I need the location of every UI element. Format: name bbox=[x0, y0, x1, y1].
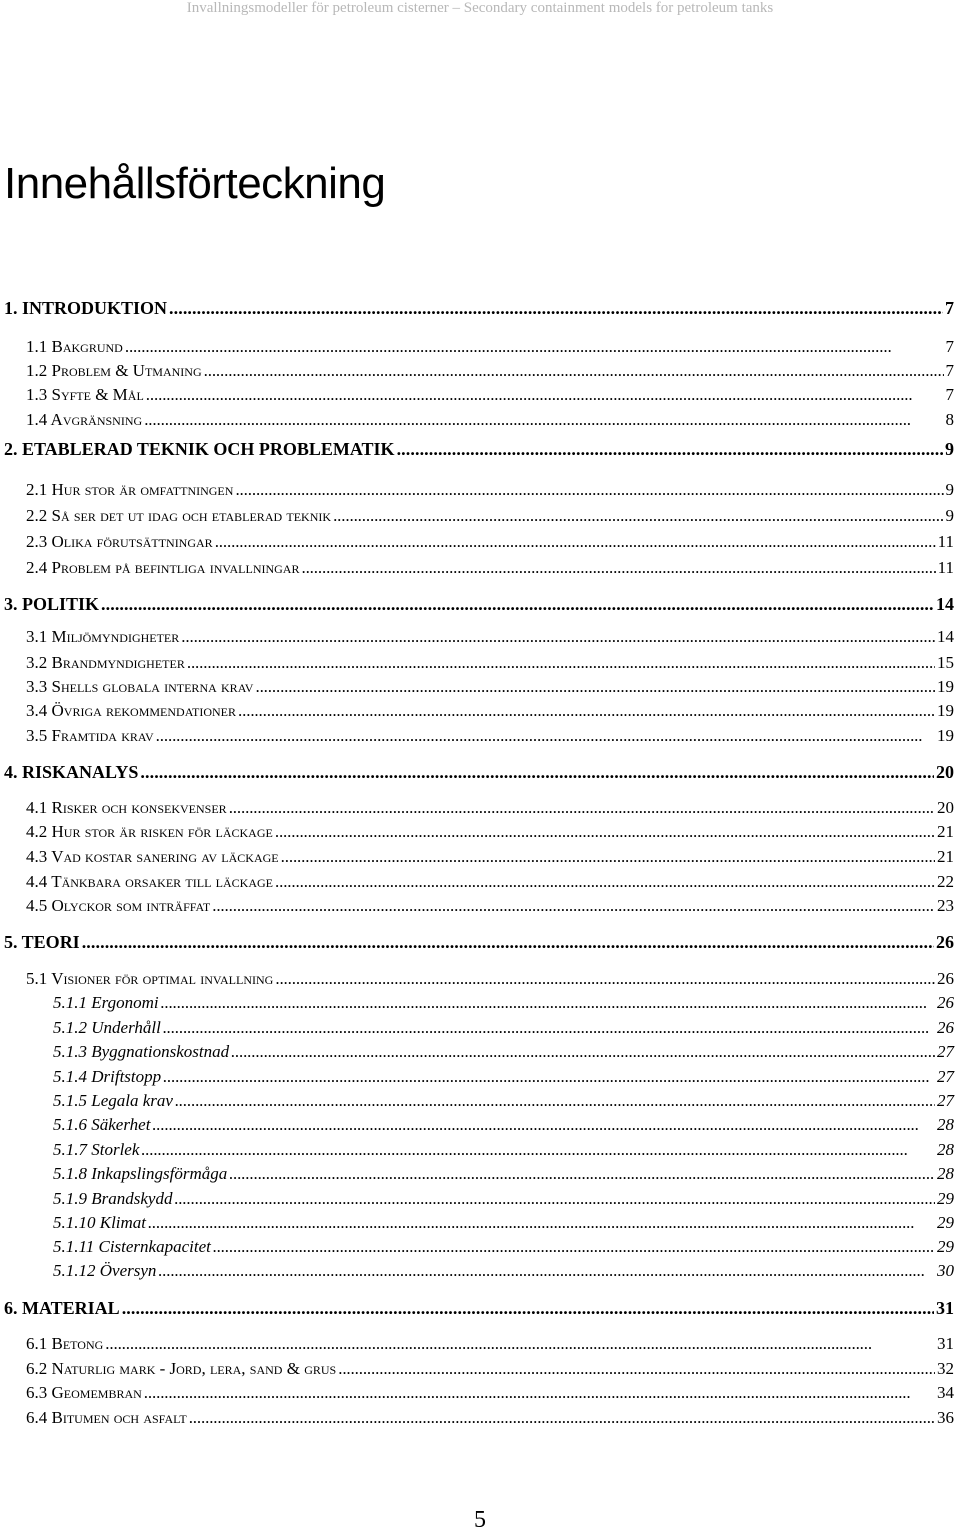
toc-entry[interactable] bbox=[0, 625, 960, 649]
dot-leader bbox=[174, 1187, 935, 1211]
dot-leader bbox=[158, 1259, 935, 1283]
toc-entry[interactable] bbox=[0, 1162, 960, 1186]
dot-leader bbox=[144, 408, 943, 432]
toc-entry[interactable] bbox=[0, 1332, 960, 1356]
toc-entry[interactable] bbox=[0, 1211, 960, 1235]
toc-entry-label: 5. TEORI bbox=[4, 932, 80, 952]
dot-leader bbox=[105, 1332, 935, 1356]
toc-entry-page: 27 bbox=[937, 1067, 954, 1086]
toc-entry-label: 6.1 Betong bbox=[26, 1334, 104, 1353]
toc-entry-row bbox=[26, 504, 954, 528]
dot-leader bbox=[189, 1406, 935, 1430]
dot-leader bbox=[169, 296, 943, 320]
toc-entry-row bbox=[4, 592, 954, 616]
toc-entry[interactable] bbox=[0, 1296, 960, 1320]
toc-entry-label: 6.4 Bitumen och asfalt bbox=[26, 1408, 187, 1427]
toc-entry-label: 2.2 Så ser det ut idag och etablerad teknik bbox=[26, 506, 332, 525]
dot-leader bbox=[146, 383, 944, 407]
toc-entry-row bbox=[53, 1138, 954, 1162]
toc-entry-row bbox=[53, 1211, 954, 1235]
toc-entry-page: 36 bbox=[937, 1408, 954, 1427]
toc-entry-page: 29 bbox=[937, 1213, 954, 1232]
toc-entry[interactable] bbox=[0, 870, 960, 894]
toc-entry-page: 7 bbox=[945, 337, 954, 356]
toc-entry-page: 22 bbox=[937, 872, 954, 891]
toc-entry-page: 15 bbox=[937, 653, 954, 672]
dot-leader bbox=[215, 530, 936, 554]
toc-entry-page: 19 bbox=[937, 701, 954, 720]
toc-entry-label: 3.3 Shells globala interna krav bbox=[26, 677, 254, 696]
toc-entry-row bbox=[26, 625, 954, 649]
toc-entry[interactable] bbox=[0, 991, 960, 1015]
toc-entry-row bbox=[26, 796, 954, 820]
toc-entry-page: 34 bbox=[937, 1383, 954, 1402]
toc-entry-row bbox=[26, 967, 954, 991]
toc-entry-label: 1. INTRODUKTION bbox=[4, 298, 168, 318]
toc-entry-row bbox=[26, 820, 954, 844]
toc-entry-page: 7 bbox=[945, 298, 954, 318]
running-header: Invallningsmodeller för petroleum cisterner – Secondary containment models for petroleum tanks bbox=[186, 0, 774, 16]
toc-entry-page: 27 bbox=[937, 1091, 954, 1110]
toc-entry-row bbox=[53, 991, 954, 1015]
toc-entry[interactable] bbox=[0, 359, 960, 383]
toc-entry-row bbox=[4, 930, 954, 954]
toc-entry-page: 11 bbox=[937, 558, 954, 577]
toc-entry-page: 28 bbox=[937, 1140, 954, 1159]
toc-entry-page: 21 bbox=[937, 822, 954, 841]
toc-entry-page: 19 bbox=[937, 726, 954, 745]
toc-entry-row bbox=[26, 359, 954, 383]
toc-entry-label: 5.1.12 Översyn bbox=[53, 1261, 157, 1280]
dot-leader bbox=[152, 1113, 935, 1137]
dot-leader bbox=[175, 1089, 935, 1113]
toc-entry-page: 29 bbox=[937, 1189, 954, 1208]
toc-entry[interactable] bbox=[0, 894, 960, 918]
toc-entry-page: 9 bbox=[945, 506, 954, 525]
dot-leader bbox=[156, 724, 935, 748]
toc-entry-label: 1.3 Syfte & Mål bbox=[26, 385, 144, 404]
toc-entry-row bbox=[26, 724, 954, 748]
toc-entry-label: 1.4 Avgränsning bbox=[26, 410, 143, 429]
toc-entry-label: 5.1.10 Klimat bbox=[53, 1213, 147, 1232]
toc-entry[interactable] bbox=[0, 335, 960, 359]
toc-entry[interactable] bbox=[0, 1381, 960, 1405]
toc-entry-row bbox=[26, 556, 954, 580]
toc-entry-page: 26 bbox=[937, 969, 954, 988]
dot-leader bbox=[213, 1235, 935, 1259]
toc-entry-row bbox=[4, 760, 954, 784]
toc-entry[interactable] bbox=[0, 1138, 960, 1162]
toc-entry-page: 26 bbox=[936, 932, 954, 952]
toc-entry[interactable] bbox=[0, 1016, 960, 1040]
toc-entry-row bbox=[26, 870, 954, 894]
dot-leader bbox=[255, 675, 935, 699]
dot-leader bbox=[144, 1381, 935, 1405]
page-title: Innehållsförteckning bbox=[4, 159, 386, 208]
toc-entry-row bbox=[26, 1357, 954, 1381]
dot-leader bbox=[231, 1040, 935, 1064]
toc-entry[interactable] bbox=[0, 1406, 960, 1430]
toc-entry-page: 21 bbox=[937, 847, 954, 866]
toc-entry[interactable] bbox=[0, 1259, 960, 1283]
dot-leader bbox=[148, 1211, 935, 1235]
toc-entry[interactable] bbox=[0, 1357, 960, 1381]
toc-entry[interactable] bbox=[0, 296, 960, 320]
dot-leader bbox=[140, 760, 934, 784]
toc-entry-row bbox=[26, 335, 954, 359]
toc-entry-row bbox=[53, 1016, 954, 1040]
toc-entry-label: 2.3 Olika förutsättningar bbox=[26, 532, 213, 551]
toc-entry[interactable] bbox=[0, 383, 960, 407]
toc-entry[interactable] bbox=[0, 1065, 960, 1089]
dot-leader bbox=[163, 1065, 935, 1089]
toc-entry-page: 28 bbox=[937, 1115, 954, 1134]
toc-entry[interactable] bbox=[0, 967, 960, 991]
toc-entry-page: 19 bbox=[937, 677, 954, 696]
toc-entry-row bbox=[26, 1381, 954, 1405]
dot-leader bbox=[275, 967, 935, 991]
toc-entry[interactable] bbox=[0, 1113, 960, 1137]
toc-entry-row bbox=[53, 1235, 954, 1259]
toc-entry[interactable] bbox=[0, 478, 960, 502]
dot-leader bbox=[275, 820, 935, 844]
dot-leader bbox=[301, 556, 935, 580]
toc-entry-row bbox=[53, 1089, 954, 1113]
toc-entry-label: 1.2 Problem & Utmaning bbox=[26, 361, 202, 380]
toc-entry[interactable] bbox=[0, 1187, 960, 1211]
toc-entry-row bbox=[53, 1065, 954, 1089]
page-number: 5 bbox=[474, 1507, 486, 1533]
toc-entry-page: 20 bbox=[936, 762, 954, 782]
toc-entry-label: 3.5 Framtida krav bbox=[26, 726, 154, 745]
toc-entry-label: 5.1.6 Säkerhet bbox=[53, 1115, 151, 1134]
toc-entry-page: 14 bbox=[936, 594, 954, 614]
toc-entry[interactable] bbox=[0, 530, 960, 554]
toc-entry-page: 20 bbox=[937, 798, 954, 817]
dot-leader bbox=[161, 991, 935, 1015]
toc-entry-label: 5.1.8 Inkapslingsförmåga bbox=[53, 1164, 228, 1183]
dot-leader bbox=[163, 1016, 935, 1040]
toc-entry-label: 3. POLITIK bbox=[4, 594, 100, 614]
toc-entry-label: 5.1.9 Brandskydd bbox=[53, 1189, 173, 1208]
toc-entry-row bbox=[26, 651, 954, 675]
toc-entry-label: 1.1 Bakgrund bbox=[26, 337, 123, 356]
toc-entry-label: 4.1 Risker och konsekvenser bbox=[26, 798, 227, 817]
toc-entry-page: 11 bbox=[937, 532, 954, 551]
toc-entry-label: 5.1.2 Underhåll bbox=[53, 1018, 161, 1037]
toc-entry-row bbox=[26, 845, 954, 869]
toc-entry-row bbox=[53, 1187, 954, 1211]
toc-entry-row bbox=[26, 383, 954, 407]
toc-entry-row bbox=[53, 1113, 954, 1137]
toc-entry-page: 32 bbox=[937, 1359, 954, 1378]
toc-entry-label: 4. RISKANALYS bbox=[4, 762, 139, 782]
toc-entry[interactable] bbox=[0, 699, 960, 723]
toc-entry[interactable] bbox=[0, 651, 960, 675]
toc-entry[interactable] bbox=[0, 437, 960, 461]
toc-entry-label: 5.1.4 Driftstopp bbox=[53, 1067, 162, 1086]
toc-entry[interactable] bbox=[0, 760, 960, 784]
dot-leader bbox=[397, 437, 943, 461]
toc-entry-page: 14 bbox=[937, 627, 954, 646]
toc-entry-label: 2.1 Hur stor är omfattningen bbox=[26, 480, 234, 499]
toc-entry[interactable] bbox=[0, 675, 960, 699]
toc-entry-page: 23 bbox=[937, 896, 954, 915]
toc-entry-page: 29 bbox=[937, 1237, 954, 1256]
dot-leader bbox=[333, 504, 943, 528]
toc-entry-label: 4.4 Tänkbara orsaker till läckage bbox=[26, 872, 273, 891]
toc-entry[interactable] bbox=[0, 556, 960, 580]
toc-entry-page: 28 bbox=[937, 1164, 954, 1183]
toc-entry-label: 3.2 Brandmyndigheter bbox=[26, 653, 185, 672]
toc-entry-page: 31 bbox=[937, 1334, 954, 1353]
toc-entry-row bbox=[26, 894, 954, 918]
dot-leader bbox=[212, 894, 935, 918]
toc-entry-label: 5.1.7 Storlek bbox=[53, 1140, 140, 1159]
toc-entry-page: 9 bbox=[945, 439, 954, 459]
toc-entry-row bbox=[53, 1162, 954, 1186]
toc-entry[interactable] bbox=[0, 796, 960, 820]
toc-entry-page: 7 bbox=[945, 385, 954, 404]
toc-entry-page: 27 bbox=[937, 1042, 954, 1061]
toc-entry-page: 26 bbox=[937, 993, 954, 1012]
toc-entry-label: 6. MATERIAL bbox=[4, 1298, 120, 1318]
toc-entry-page: 7 bbox=[945, 361, 954, 380]
toc-entry-label: 6.3 Geomembran bbox=[26, 1383, 142, 1402]
toc-entry-page: 8 bbox=[945, 410, 954, 429]
toc-entry[interactable] bbox=[0, 930, 960, 954]
toc-entry-label: 4.3 Vad kostar sanering av läckage bbox=[26, 847, 279, 866]
toc-entry-label: 5.1.11 Cisternkapacitet bbox=[53, 1237, 211, 1256]
toc-entry-label: 6.2 Naturlig mark - Jord, lera, sand & grus bbox=[26, 1359, 337, 1378]
toc-entry-row bbox=[53, 1040, 954, 1064]
toc-entry-row bbox=[26, 1406, 954, 1430]
toc-entry[interactable] bbox=[0, 408, 960, 432]
dot-leader bbox=[82, 930, 934, 954]
toc-entry-row bbox=[26, 478, 954, 502]
dot-leader bbox=[275, 870, 935, 894]
toc-entry[interactable] bbox=[0, 1089, 960, 1113]
dot-leader bbox=[229, 796, 935, 820]
toc-entry[interactable] bbox=[0, 845, 960, 869]
toc-entry-label: 2.4 Problem på befintliga invallningar bbox=[26, 558, 300, 577]
dot-leader bbox=[141, 1138, 935, 1162]
toc-entry[interactable] bbox=[0, 820, 960, 844]
toc-entry-label: 3.4 Övriga rekommendationer bbox=[26, 701, 237, 720]
dot-leader bbox=[125, 335, 944, 359]
toc-entry-row bbox=[26, 1332, 954, 1356]
toc-entry-row bbox=[26, 530, 954, 554]
toc-entry-row bbox=[26, 408, 954, 432]
dot-leader bbox=[238, 699, 935, 723]
toc-entry-label: 5.1.5 Legala krav bbox=[53, 1091, 173, 1110]
dot-leader bbox=[187, 651, 935, 675]
toc-entry[interactable] bbox=[0, 1040, 960, 1064]
toc-entry-page: 26 bbox=[937, 1018, 954, 1037]
dot-leader bbox=[281, 845, 935, 869]
toc-entry-label: 4.2 Hur stor är risken för läckage bbox=[26, 822, 273, 841]
dot-leader bbox=[235, 478, 943, 502]
toc-entry-row bbox=[26, 675, 954, 699]
toc-entry-page: 9 bbox=[945, 480, 954, 499]
toc-entry-row bbox=[4, 1296, 954, 1320]
dot-leader bbox=[338, 1357, 935, 1381]
toc-entry-page: 30 bbox=[937, 1261, 954, 1280]
toc-entry-row bbox=[4, 296, 954, 320]
toc-entry-label: 5.1.3 Byggnationskostnad bbox=[53, 1042, 230, 1061]
dot-leader bbox=[181, 625, 935, 649]
toc-entry-label: 4.5 Olyckor som inträffat bbox=[26, 896, 211, 915]
dot-leader bbox=[101, 592, 934, 616]
dot-leader bbox=[122, 1296, 934, 1320]
toc-entry-label: 5.1 Visioner för optimal invallning bbox=[26, 969, 274, 988]
toc-entry[interactable] bbox=[0, 724, 960, 748]
toc-entry-label: 3.1 Miljömyndigheter bbox=[26, 627, 180, 646]
toc-entry[interactable] bbox=[0, 592, 960, 616]
toc-entry-page: 31 bbox=[936, 1298, 954, 1318]
dot-leader bbox=[229, 1162, 935, 1186]
toc-entry[interactable] bbox=[0, 504, 960, 528]
toc-entry-row bbox=[4, 437, 954, 461]
dot-leader bbox=[204, 359, 944, 383]
toc-entry[interactable] bbox=[0, 1235, 960, 1259]
toc-entry-label: 5.1.1 Ergonomi bbox=[53, 993, 159, 1012]
toc-entry-row bbox=[26, 699, 954, 723]
toc-entry-row bbox=[53, 1259, 954, 1283]
toc-entry-label: 2. ETABLERAD TEKNIK OCH PROBLEMATIK bbox=[4, 439, 395, 459]
